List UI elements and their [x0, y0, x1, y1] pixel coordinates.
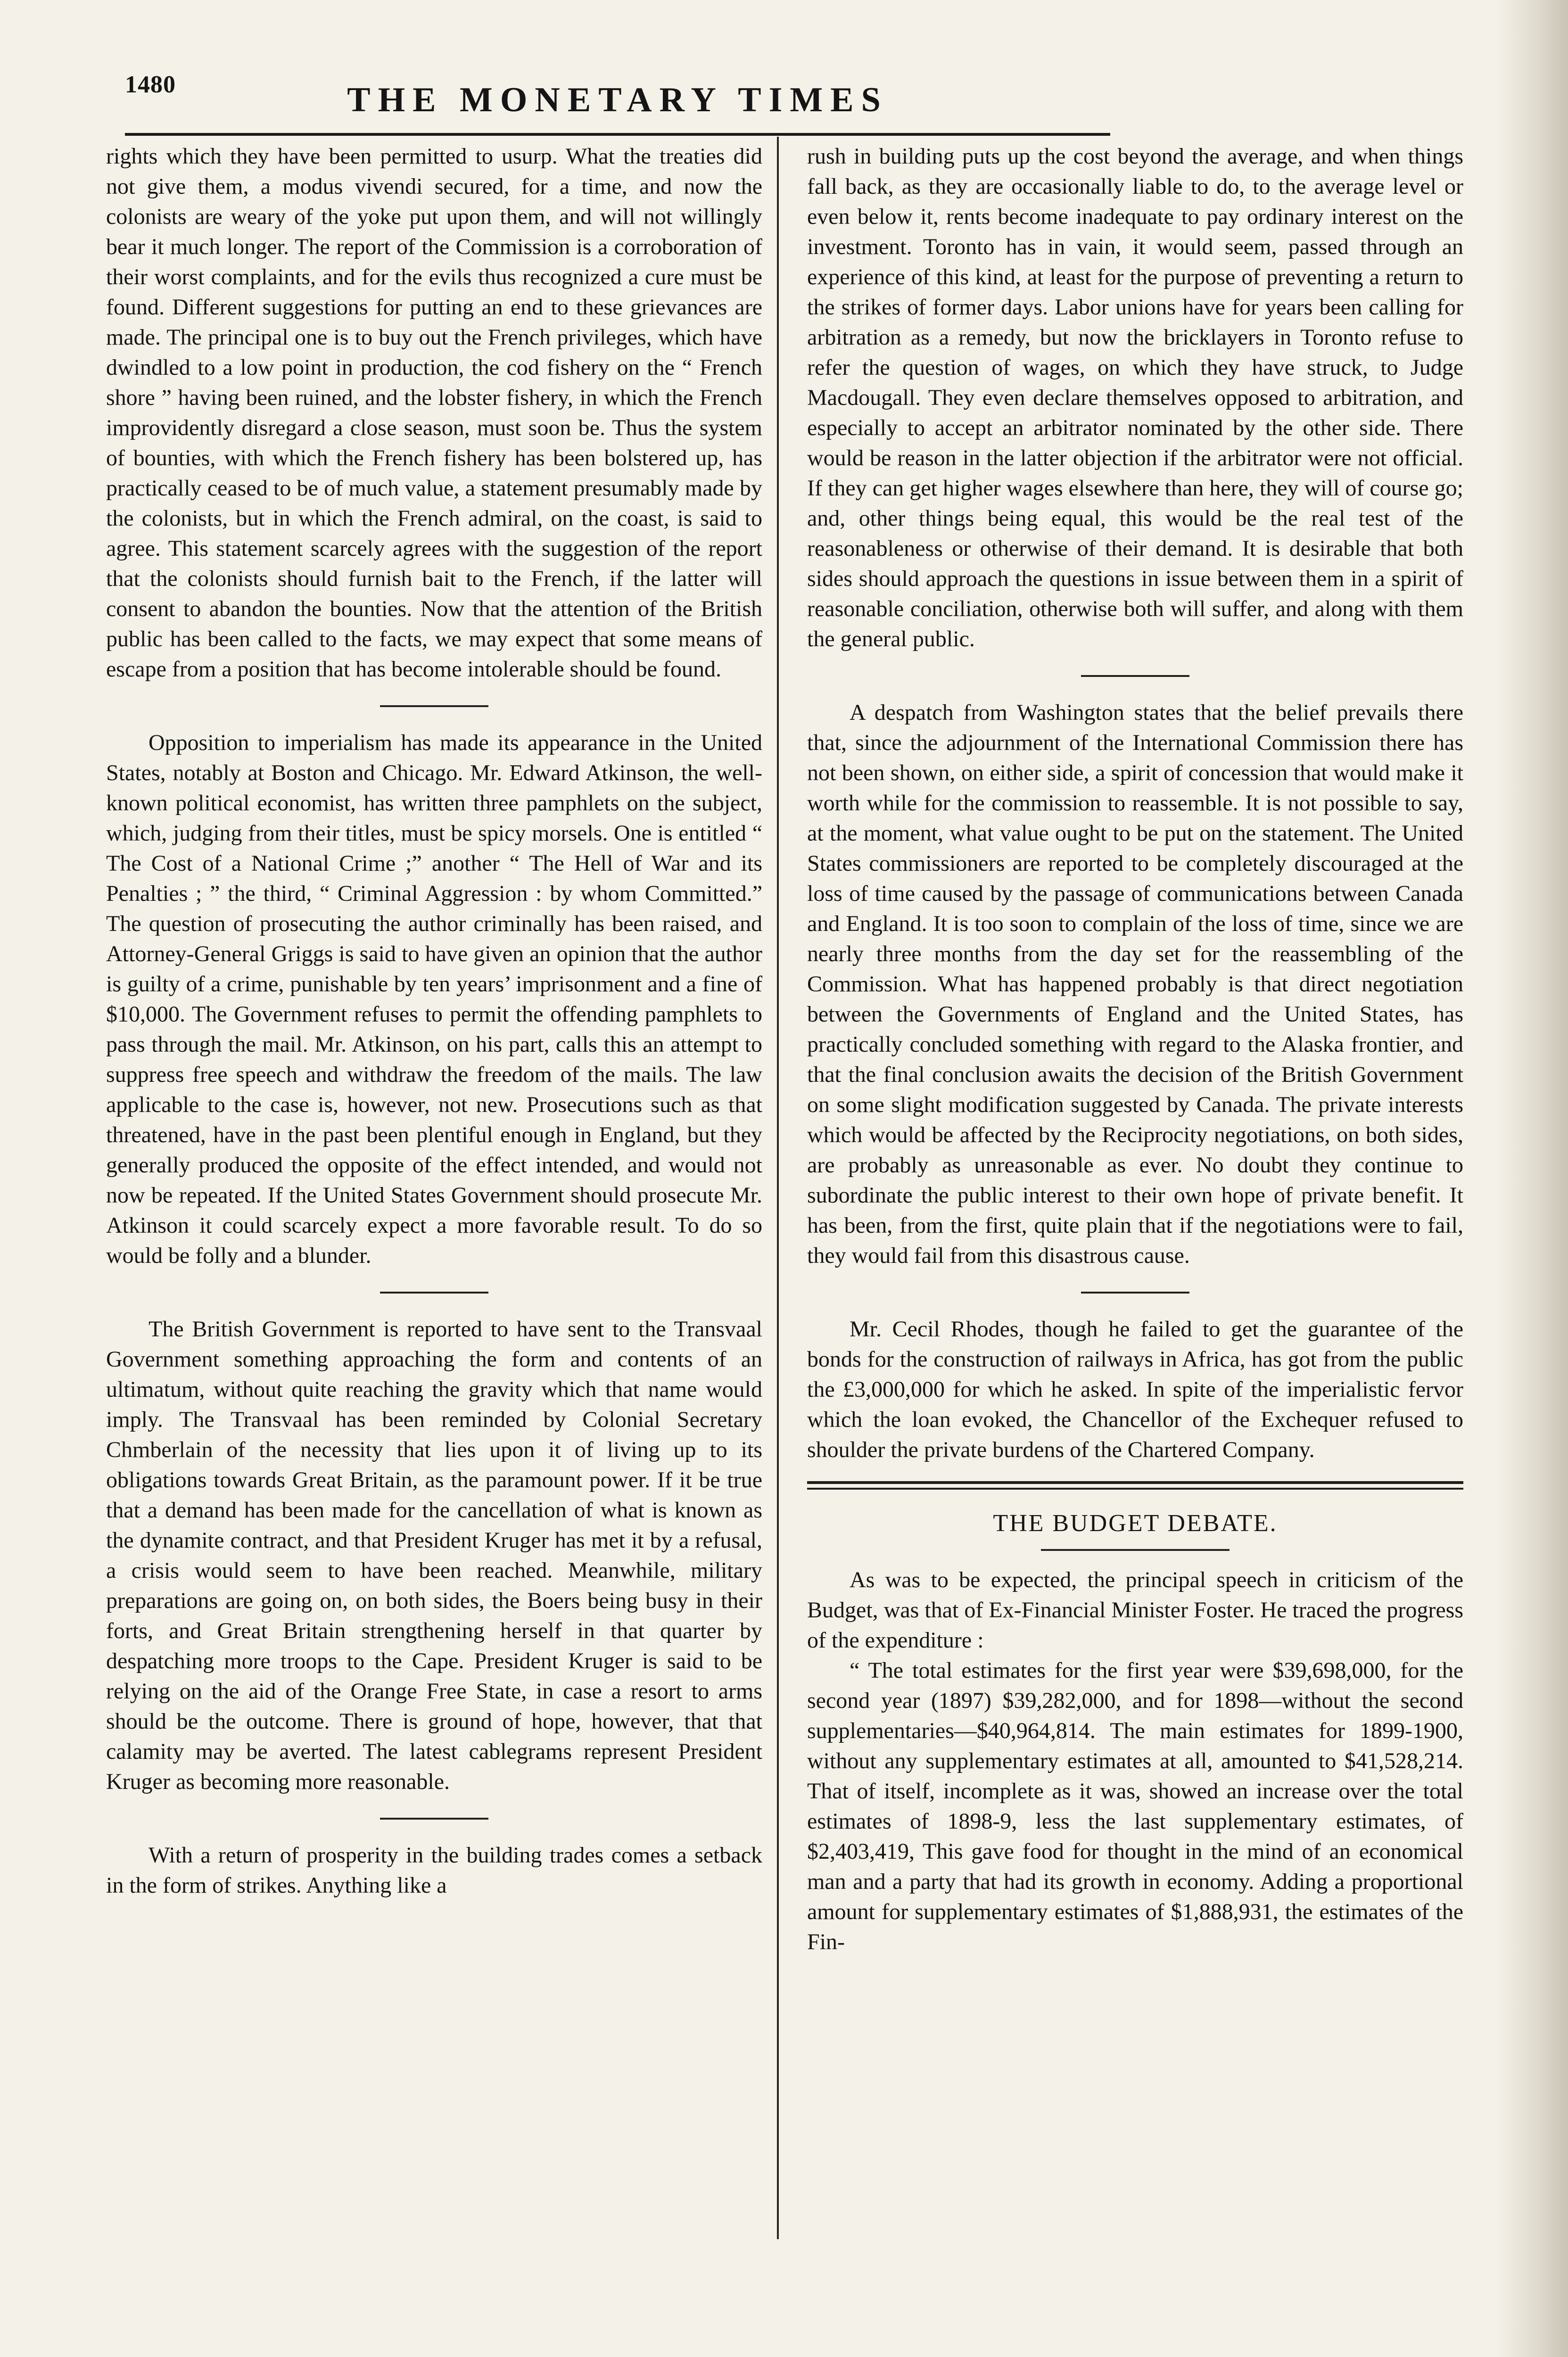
- article-paragraph: A despatch from Washington states that the belief prevails there that, since the adjournment of the International Commission there has not been shown, on either side, a spirit of concession that would make it worth while for the commission to reassemble. It is not possible to say, at the moment, what value ought to be put on the statement. The United States commissioners are reported to be completely discouraged at the loss of time caused by the passage of communications between Canada and England. It is too soon to complain of the loss of time, since we are nearly three months from the day set for the reassembling of the Commission. What has happened probably is that direct negotiation between the Governments of England and the United States, has practically concluded something with regard to the Alaska frontier, and that the final conclusion awaits the decision of the British Government on some slight modification suggested by Canada. The private interests which would be affected by the Reciprocity negotiations, on both sides, are probably as unreasonable as ever. No doubt they continue to subordinate the public interest to their own hope of private benefit. It has been, from the first, quite plain that if the negotiations were to fail, they would fail from this disastrous cause.: [807, 700, 1463, 1268]
- article-paragraph: rush in building puts up the cost beyond the average, and when things fall back, as they are occasionally liable to do, to the average level or even below it, rents become inadequate to pay ordinary interest on the investment. Toronto has in vain, it would seem, passed through an experience of this kind, at least for the purpose of preventing a return to the strikes of former days. Labor unions have for years been calling for arbitration as a remedy, but now the bricklayers in Toronto refuse to refer the question of wages, on which they have struck, to Judge Macdougall. They even declare themselves opposed to arbitration, and especially to accept an arbitrator nominated by the other side. There would be reason in the latter objection if the arbitrator were not official. If they can get higher wages elsewhere than here, they will of course go; and, other things being equal, this would be the real test of the reasonableness or otherwise of their demand. It is desirable that both sides should approach the questions in issue between them in a spirit of reasonable conciliation, otherwise both will suffer, and along with them the general public.: [807, 144, 1463, 651]
- left-column: [106, 141, 762, 1901]
- section-title: THE BUDGET DEBATE.: [993, 1510, 1278, 1537]
- right-column: [807, 141, 1463, 1957]
- title-underline: [1041, 1549, 1230, 1551]
- article-paragraph: Mr. Cecil Rhodes, though he failed to get the guarantee of the bonds for the construction of railways in Africa, has got from the public the £3,000,000 for which he asked. In spite of the imperialistic fervor which the loan evoked, the Chancellor of the Exchequer refused to shoulder the private burdens of the Chartered Company.: [807, 1317, 1463, 1462]
- page-number: 1480: [125, 71, 176, 98]
- article-paragraph: rights which they have been permitted to usurp. What the treaties did not give them, a modus vivendi secured, for a time, and now the colonists are weary of the yoke put upon them, and will not willingly bear it much longer. The report of the Commission is a corroboration of their worst complaints, and for the evils thus recognized a cure must be found. Different suggestions for putting an end to these grievances are made. The principal one is to buy out the French privileges, which have dwindled to a low point in production, the cod fishery on the “ French shore ” having been ruined, and the lobster fishery, in which the French improvidently disregard a close season, must soon be. Thus the system of bounties, with which the French fishery has been bolstered up, has practically ceased to be of much value, a statement presumably made by the colonists, but in which the French admiral, on the coast, is said to agree. This statement scarcely agrees with the suggestion of the report that the colonists should furnish bait to the French, if the latter will consent to abandon the bounties. Now that the attention of the British public has been called to the facts, we may expect that some means of escape from a position that has become intolerable should be found.: [106, 144, 762, 682]
- section-double-rule: [807, 1481, 1463, 1490]
- article-paragraph: The British Government is reported to have sent to the Transvaal Government something approaching the form and contents of an ultimatum, without quite reaching the gravity which that name would imply. The Transvaal has been reminded by Colonial Secretary Chmberlain of the necessity that lies upon it of living up to its obligations towards Great Britain, as the paramount power. If it be true that a demand has been made for the cancellation of what is known as the dynamite contract, and that President Kruger has met it by a refusal, a crisis would seem to have been reached. Meanwhile, military preparations are going on, on both sides, the Boers being busy in their forts, and Great Britain strengthening herself in that quarter by despatching more troops to the Cape. President Kruger is said to be relying on the aid of the Orange Free State, in case a resort to arms should be the outcome. There is ground of hope, however, that that calamity may be averted. The latest cablegrams represent President Kruger as becoming more reasonable.: [106, 1317, 762, 1794]
- separator-rule: [1081, 675, 1189, 677]
- article-paragraph: As was to be expected, the principal speech in criticism of the Budget, was that of Ex-Financial Minister Foster. He traced the progress of the expenditure :: [807, 1567, 1463, 1653]
- separator-rule: [380, 705, 488, 707]
- page-binding-shadow: [1497, 0, 1568, 2357]
- masthead-title: THE MONETARY TIMES: [347, 81, 888, 119]
- page-header: [125, 66, 1110, 123]
- column-divider: [777, 137, 779, 2239]
- separator-rule: [380, 1292, 488, 1294]
- header-rule: [125, 133, 1110, 136]
- separator-rule: [1081, 1292, 1189, 1294]
- article-paragraph: Opposition to imperialism has made its appearance in the United States, notably at Boston and Chicago. Mr. Edward Atkinson, the well-known political economist, has written three pamphlets on the subject, which, judging from their titles, must be spicy morsels. One is entitled “ The Cost of a National Crime ;” another “ The Hell of War and its Penalties ; ” the third, “ Criminal Aggression : by whom Committed.” The question of prosecuting the author criminally has been raised, and Attorney-General Griggs is said to have given an opinion that the author is guilty of a crime, punishable by ten years’ imprisonment and a fine of $10,000. The Government refuses to permit the offending pamphlets to pass through the mail. Mr. Atkinson, on his part, calls this an attempt to suppress free speech and withdraw the freedom of the mails. The law applicable to the case is, however, not new. Prosecutions such as that threatened, have in the past been plentiful enough in England, but they generally produced the opposite of the effect intended, and would not now be repeated. If the United States Government should prosecute Mr. Atkinson it could scarcely expect a more favorable result. To do so would be folly and a blunder.: [106, 730, 762, 1268]
- separator-rule: [380, 1818, 488, 1820]
- article-paragraph: With a return of prosperity in the building trades comes a setback in the form of strikes. Anything like a: [106, 1843, 762, 1898]
- quoted-paragraph: “ The total estimates for the first year were $39,698,000, for the second year (1897) $39,282,000, and for 1898—without the second supplementaries—$40,964,814. The main estimates for 1899-1900, without any supplementary estimates at all, amounted to $41,528,214. That of itself, incomplete as it was, showed an increase over the total estimates of 1898-9, less the last supplementary estimates, of $2,403,419, This gave food for thought in the mind of an economical man and a party that had its growth in economy. Adding a proportional amount for supplementary estimates of $1,888,931, the estimates of the Fin-: [807, 1658, 1463, 1954]
